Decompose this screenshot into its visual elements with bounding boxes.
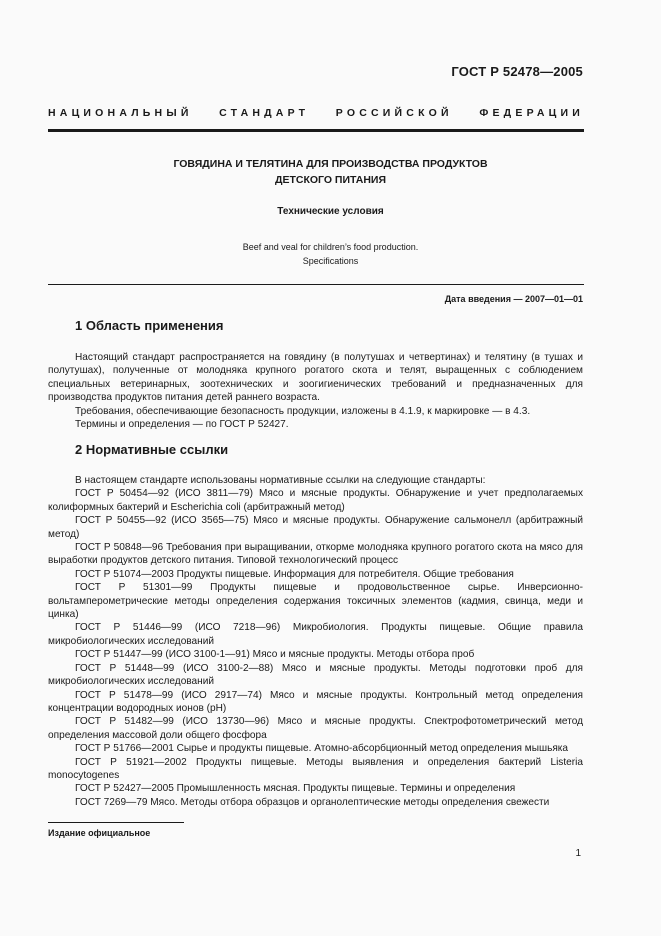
english-title-line1: Beef and veal for children’s food production. — [242, 242, 419, 252]
section-1-body — [48, 351, 583, 431]
normative-reference: ГОСТ Р 51482—99 (ИСО 13730—96) Мясо и мясные продукты. Спектрофотометрический метод определения массовой доли общего фосфора — [48, 716, 583, 741]
introduction-date: Дата введения — 2007—01—01 — [444, 294, 583, 304]
section-1-heading: 1 Область применения — [75, 318, 224, 333]
national-standard-banner: НАЦИОНАЛЬНЫЙ СТАНДАРТ РОССИЙСКОЙ ФЕДЕРАЦИИ — [48, 107, 584, 119]
normative-reference: ГОСТ Р 50848—96 Требования при выращивании, откорме молодняка крупного рогатого скота на мясо для выработки продуктов детского питания. Типовой технологический процесс — [48, 542, 583, 567]
section-1-paragraph: Термины и определения — по ГОСТ Р 52427. — [75, 419, 289, 431]
normative-reference: ГОСТ Р 52427—2005 Промышленность мясная. Продукты пищевые. Термины и определения — [75, 783, 516, 795]
page-number: 1 — [575, 848, 581, 859]
normative-reference: ГОСТ Р 50455—92 (ИСО 3565—75) Мясо и мясные продукты. Обнаружение сальмонелл (арбитражный метод) — [48, 515, 583, 540]
document-subtitle: Технические условия — [277, 206, 384, 217]
document-title-line2: ДЕТСКОГО ПИТАНИЯ — [274, 174, 387, 186]
normative-reference: ГОСТ Р 51446—99 (ИСО 7218—96) Микробиология. Продукты пищевые. Общие правила микробиологических исследований — [48, 622, 583, 647]
normative-reference: ГОСТ Р 51921—2002 Продукты пищевые. Методы выявления и определения бактерий Listeria monocytogenes — [48, 756, 583, 781]
normative-reference: ГОСТ Р 50454—92 (ИСО 3811—79) Мясо и мясные продукты. Обнаружение и учет предполагаемых колиформных бактерий и Escherichia coli (арбитражный метод) — [48, 488, 583, 513]
section-2-body — [48, 474, 583, 809]
edition-label: Издание официальное — [48, 828, 151, 838]
header-rule — [48, 129, 584, 132]
normative-reference: ГОСТ Р 51074—2003 Продукты пищевые. Информация для потребителя. Общие требования — [75, 568, 514, 580]
normative-reference: ГОСТ Р 51447—99 (ИСО 3100-1—91) Мясо и мясные продукты. Методы отбора проб — [75, 649, 475, 661]
section-1-paragraph: Настоящий стандарт распространяется на говядину (в полутушах и четвертинах) и телятину (в тушах и полутушах), полученные от молодняка крупного рогатого скота и телят, выращенных с соблюдением специальных ветеринарных, зоотехнических и зоогигиенических требований и предназначенных для производства продуктов питания детей раннего возраста. — [48, 352, 583, 404]
normative-reference: ГОСТ Р 51478—99 (ИСО 2917—74) Мясо и мясные продукты. Контрольный метод определения концентрации водородных ионов (pH) — [48, 689, 583, 714]
title-rule — [48, 284, 584, 285]
normative-reference: ГОСТ Р 51301—99 Продукты пищевые и продовольственное сырье. Инверсионно-вольтамперометрические методы определения содержания токсичных элементов (кадмия, свинца, меди и цинка) — [48, 582, 583, 621]
section-2-heading: 2 Нормативные ссылки — [75, 442, 229, 457]
english-title-line2: Specifications — [302, 256, 359, 266]
document-title — [48, 156, 613, 188]
footer-rule — [48, 822, 184, 823]
normative-reference: ГОСТ Р 51766—2001 Сырье и продукты пищевые. Атомно-абсорбционный метод определения мышьяка — [75, 743, 569, 755]
section-2-intro: В настоящем стандарте использованы нормативные ссылки на следующие стандарты: — [75, 475, 486, 486]
document-number: ГОСТ Р 52478—2005 — [451, 64, 583, 79]
normative-reference: ГОСТ 7269—79 Мясо. Методы отбора образцов и органолептические методы определения свежести — [75, 796, 550, 808]
document-title-line1: ГОВЯДИНА И ТЕЛЯТИНА ДЛЯ ПРОИЗВОДСТВА ПРОДУКТОВ — [173, 158, 488, 170]
section-1-paragraph: Требования, обеспечивающие безопасность продукции, изложены в 4.1.9, к маркировке — в 4.3. — [75, 405, 531, 417]
english-title — [48, 240, 613, 268]
normative-reference: ГОСТ Р 51448—99 (ИСО 3100-2—88) Мясо и мясные продукты. Методы подготовки проб для микробиологических исследований — [48, 662, 583, 688]
